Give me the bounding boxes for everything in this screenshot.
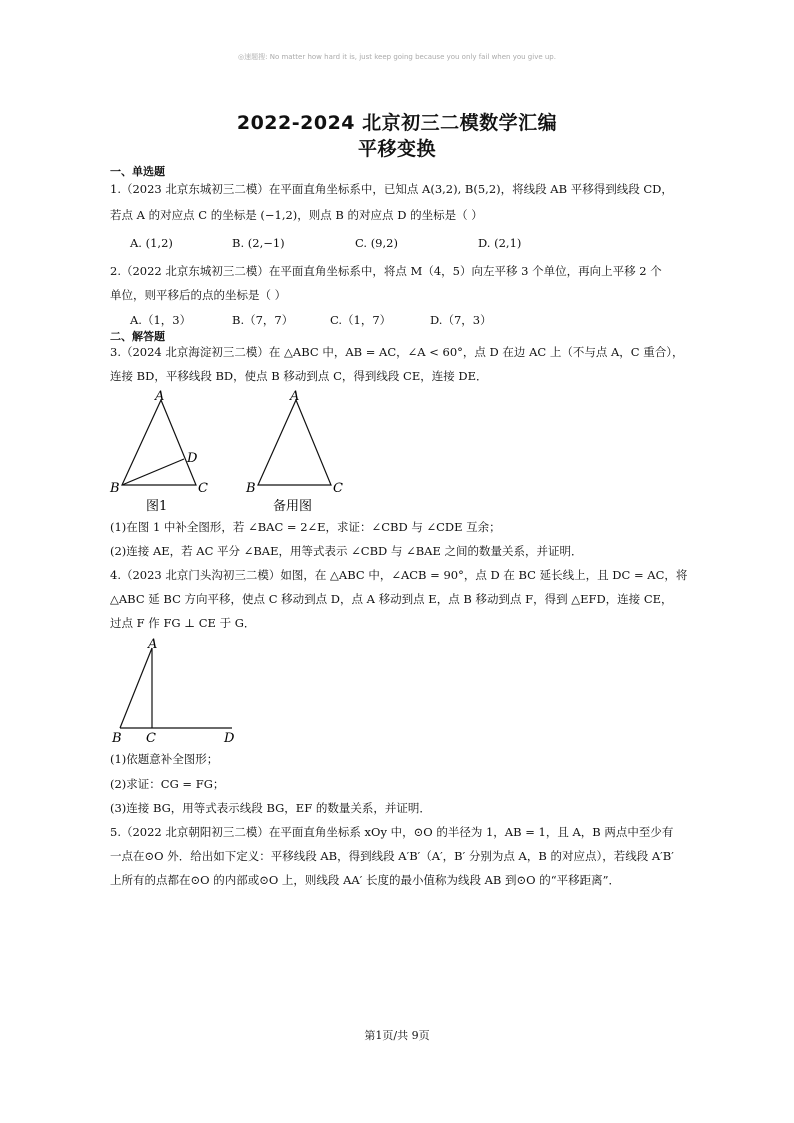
q4-line1: 4.（2023 北京门头沟初三二模）如图，在 △ABC 中，∠ACB = 90°，点 D 在 BC 延长线上，且 DC = AC，将 [110, 568, 688, 582]
q2-option-c: C.（1，7） [330, 313, 392, 327]
page-subtitle: 平移变换 [357, 138, 436, 160]
q2-line2: 单位，则平移后的点的坐标是（ ） [110, 288, 287, 302]
q4-sub3: (3)连接 BG，用等式表示线段 BG，EF 的数量关系，并证明． [110, 801, 431, 815]
q4-line3: 过点 F 作 FG ⊥ CE 于 G． [110, 616, 256, 630]
q4-sub1: (1)依题意补全图形； [110, 752, 219, 766]
q3-fig1-label-b: B [110, 481, 120, 496]
watermark: ◎速题搜: No matter how hard it is, just keep going because you only fail when you give up. [238, 53, 556, 61]
q3-fig1-caption: 图1 [146, 499, 168, 514]
q1-option-d: D. (2,1) [478, 236, 522, 250]
q3-line2: 连接 BD，平移线段 BD，使点 B 移动到点 C，得到线段 CE，连接 DE． [110, 369, 488, 383]
q3-fig1-label-a: A [155, 389, 165, 404]
q3-fig2-caption: 备用图 [273, 499, 313, 514]
q4-figure-lines [120, 648, 232, 728]
q3-sub2: (2)连接 AE，若 AC 平分 ∠BAE，用等式表示 ∠CBD 与 ∠BAE 之间的数量关系，并证明． [110, 544, 583, 558]
q3-fig1-label-c: C [198, 481, 208, 496]
page-title: 2022-2024 北京初三二模数学汇编 [236, 112, 558, 134]
q4-label-b: B [112, 731, 122, 746]
q1-option-c: C. (9,2) [355, 236, 398, 250]
q4-figure [108, 634, 248, 746]
section-answer: 二、解答题 [110, 330, 165, 343]
q3-sub1: (1)在图 1 中补全图形，若 ∠BAC = 2∠E，求证：∠CBD 与 ∠CDE 互余； [110, 520, 501, 534]
section-single-choice: 一、单选题 [110, 165, 165, 178]
page-footer: 第1页/共 9页 [364, 1029, 430, 1042]
q3-fig1-label-d: D [187, 451, 198, 466]
q1-line2: 若点 A 的对应点 C 的坐标是 (−1,2)，则点 B 的对应点 D 的坐标是（ ） [110, 208, 483, 222]
q3-figures [100, 386, 360, 516]
q5-line2: 一点在⊙O 外．给出如下定义：平移线段 AB，得到线段 A′B′（A′，B′ 分别为点 A，B 的对应点），若线段 A′B′ [110, 849, 674, 863]
q3-fig2-label-a: A [290, 389, 300, 404]
q5-line1: 5.（2022 北京朝阳初三二模）在平面直角坐标系 xOy 中，⊙O 的半径为 1，AB = 1，且 A，B 两点中至少有 [110, 825, 674, 839]
q5-line3: 上所有的点都在⊙O 的内部或⊙O 上，则线段 AA′ 长度的最小值称为线段 AB 到⊙O 的“平移距离”． [110, 873, 621, 887]
q3-figure2 [258, 400, 331, 485]
q2-option-a: A.（1，3） [130, 313, 192, 327]
q4-label-a: A [148, 637, 158, 652]
q4-sub2: (2)求证：CG = FG； [110, 777, 225, 791]
q3-fig2-label-c: C [333, 481, 343, 496]
q2-line1: 2.（2022 北京东城初三二模）在平面直角坐标系中，将点 M（4，5）向左平移 3 个单位，再向上平移 2 个 [110, 264, 662, 278]
q3-fig2-label-b: B [246, 481, 256, 496]
q2-option-d: D.（7，3） [430, 313, 492, 327]
q3-figure1 [122, 400, 196, 485]
q4-label-c: C [146, 731, 156, 746]
q4-line2: △ABC 延 BC 方向平移，使点 C 移动到点 D，点 A 移动到点 E，点 B 移动到点 F，得到 △EFD，连接 CE， [110, 592, 673, 606]
q2-option-b: B.（7，7） [232, 313, 294, 327]
q1-line1: 1.（2023 北京东城初三二模）在平面直角坐标系中，已知点 A(3,2), B(5,2)，将线段 AB 平移得到线段 CD， [110, 182, 673, 196]
q3-line1: 3.（2024 北京海淀初三二模）在 △ABC 中，AB = AC，∠A < 60°，点 D 在边 AC 上（不与点 A，C 重合）， [110, 345, 684, 359]
q4-label-d: D [224, 731, 235, 746]
q1-option-a: A. (1,2) [130, 236, 173, 250]
q1-option-b: B. (2,−1) [232, 236, 285, 250]
